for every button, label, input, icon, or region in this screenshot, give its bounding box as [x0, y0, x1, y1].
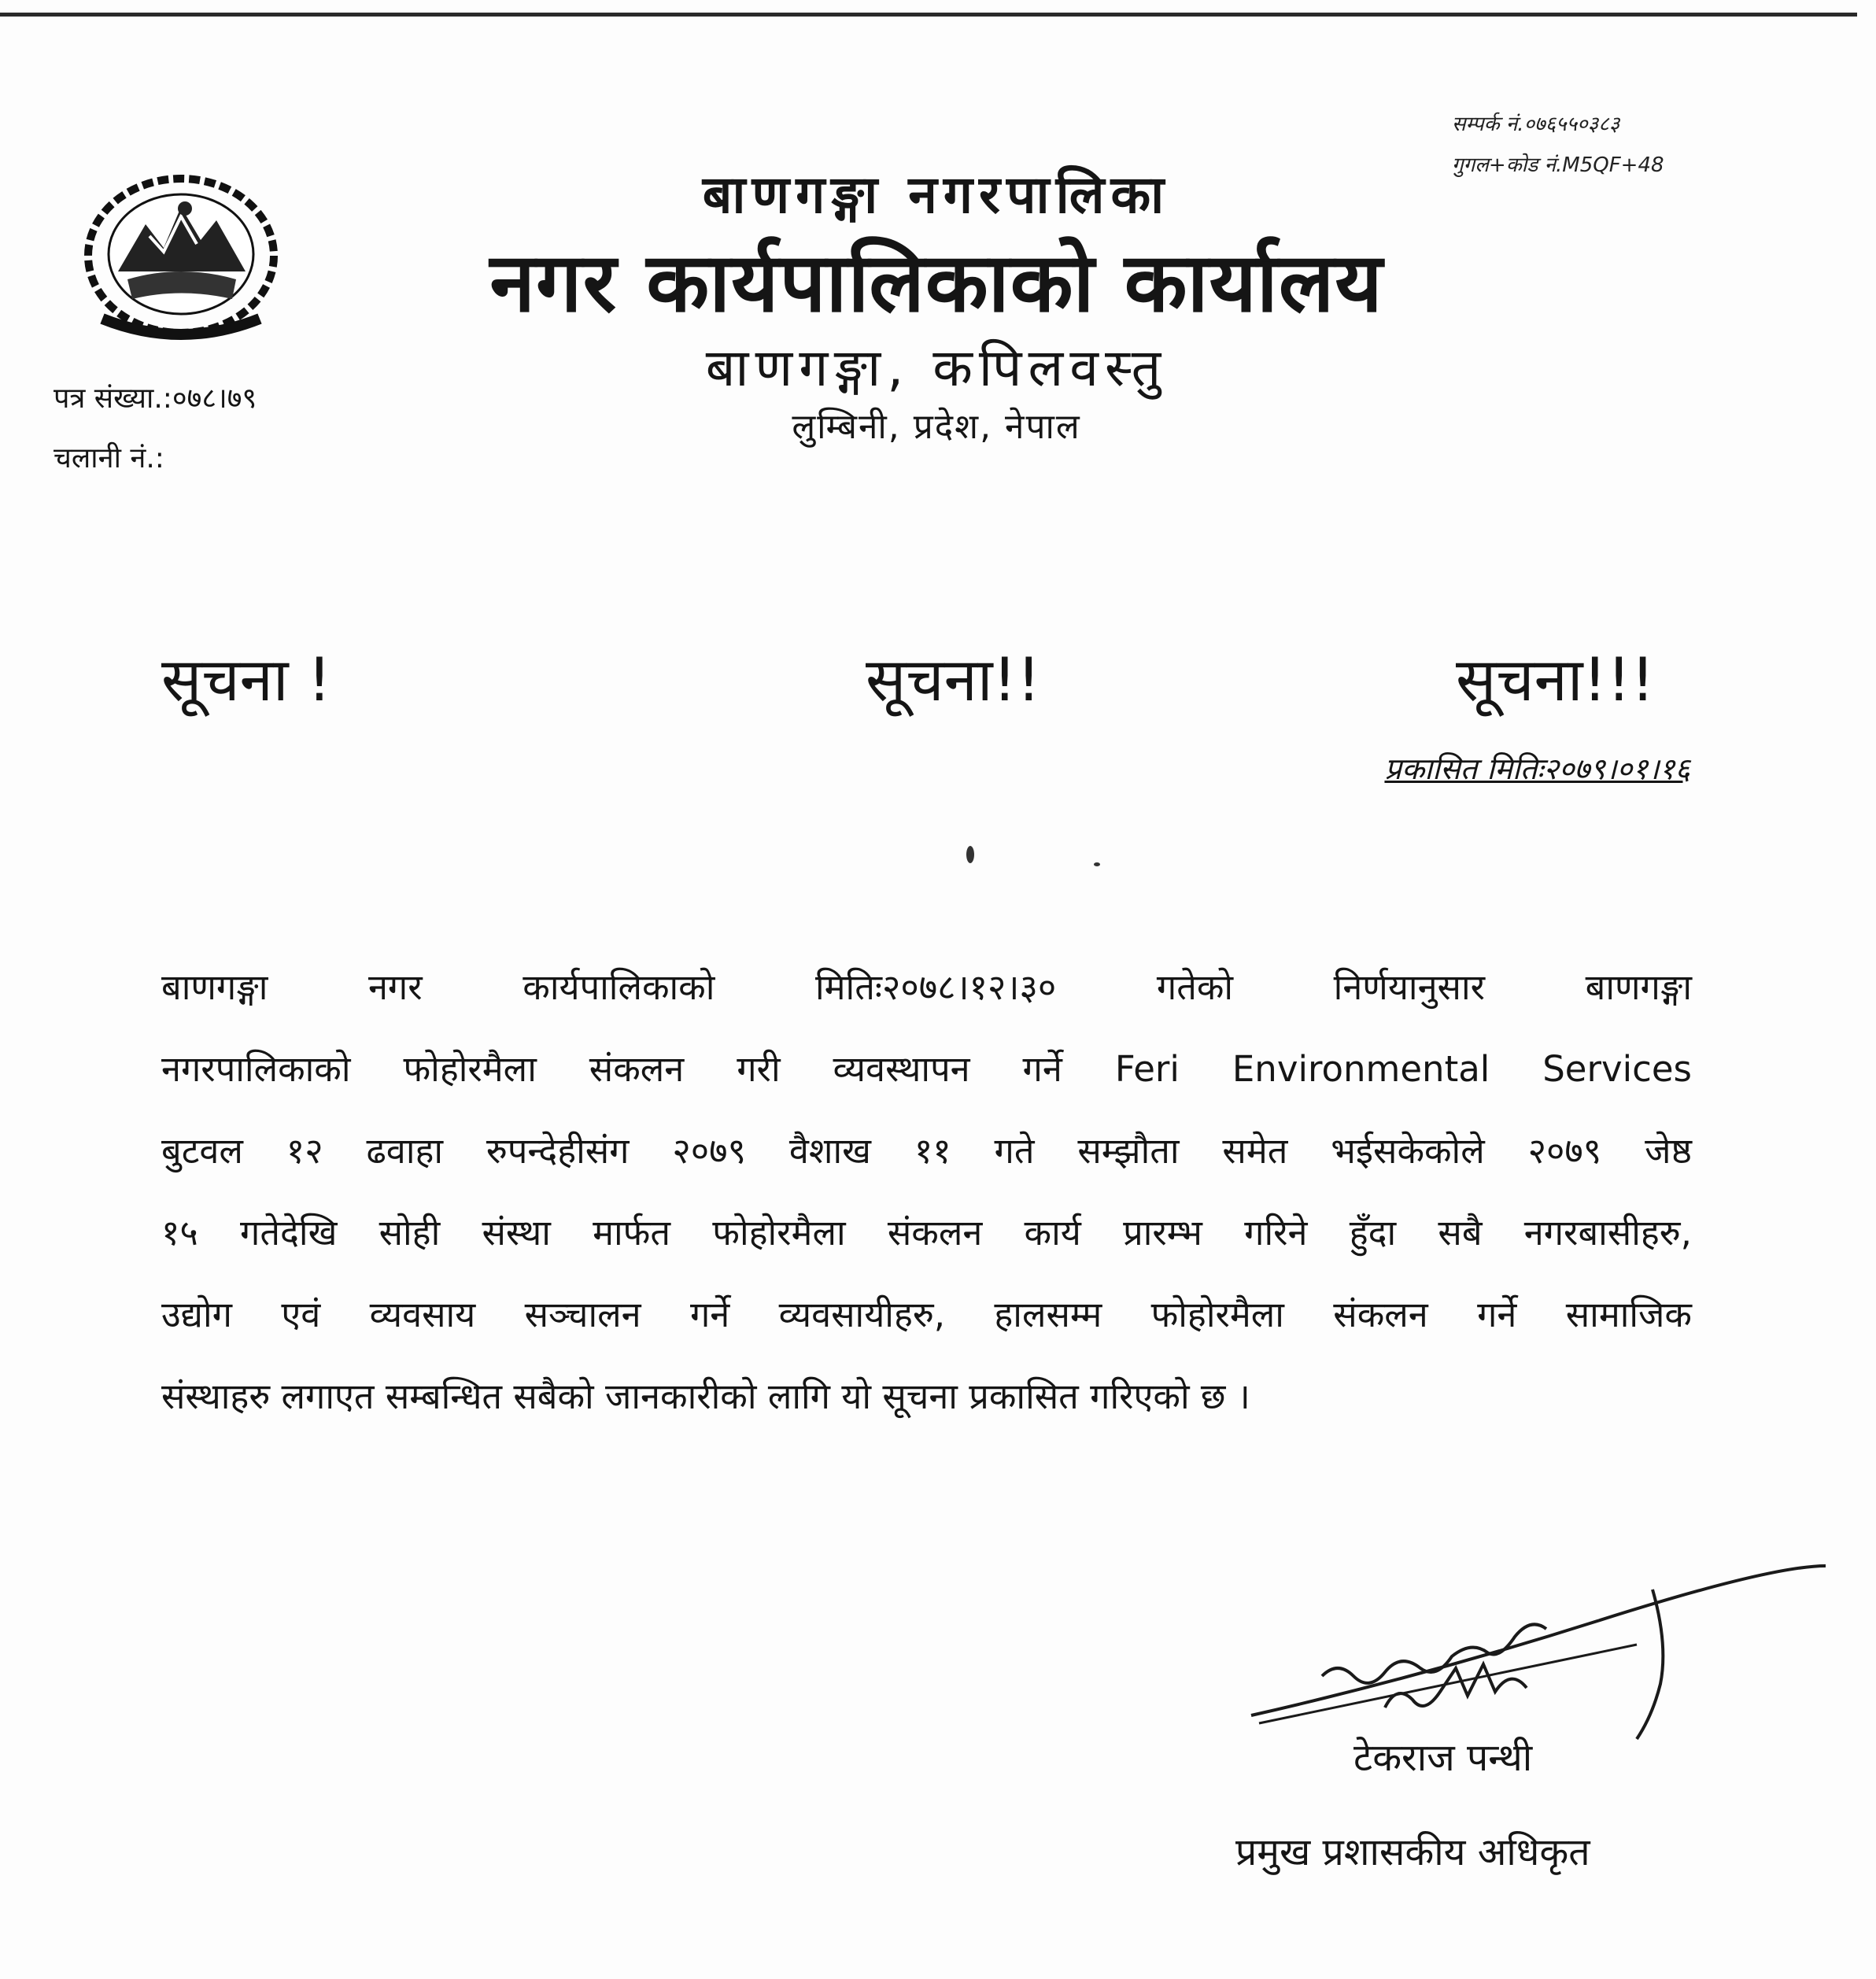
notice-heading-3: सूचना!!! [1456, 644, 1655, 714]
notice-heading-2: सूचना!! [866, 644, 1041, 714]
top-border-line [0, 13, 1857, 17]
handwritten-signature [1228, 1558, 1849, 1763]
contact-phone: सम्पर्क नं.०७६५५०३८३ [1452, 113, 1620, 136]
contact-plus-code: गुगल+कोड नं.M5QF+48 [1452, 153, 1664, 177]
body-line-4: १५ गतेदेखि सोही संस्था मार्फत फोहोरमैला संकलन कार्य प्रारम्भ गरिने हुँदा सबै नगरबासीहरु, [161, 1212, 1692, 1253]
body-line-3: बुटवल १२ ढवाहा रुपन्देहीसंग २०७९ वैशाख ११ गते सम्झौता समेत भईसकेकोले २०७९ जेष्ठ [161, 1130, 1692, 1172]
dispatch-number: चलानी नं.: [54, 442, 164, 474]
signatory-designation: प्रमुख प्रशासकीय अधिकृत [1235, 1830, 1590, 1874]
body-line-6: संस्थाहरु लगाएत सम्बन्धित सबैको जानकारीको लागि यो सूचना प्रकासित गरिएको छ । [161, 1375, 1250, 1417]
published-date: प्रकासित मितिः२०७९।०१।१६ [1384, 751, 1690, 786]
notice-body [161, 964, 1692, 1455]
ink-speck [1094, 862, 1100, 866]
office-name: नगर कार्यपालिकाको कार्यालय [489, 234, 1383, 330]
municipality-name: बाणगङ्गा नगरपालिका [702, 164, 1171, 225]
notice-heading-1: सूचना ! [161, 644, 332, 714]
province-country: लुम्बिनी, प्रदेश, नेपाल [792, 407, 1081, 447]
body-line-2: नगरपालिकाको फोहोरमैला संकलन गरी व्यवस्थापन गर्ने Feri Environmental Services [161, 1048, 1692, 1090]
body-line-5: उद्योग एवं व्यवसाय सञ्चालन गर्ने व्यवसायीहरु, हालसम्म फोहोरमैला संकलन गर्ने सामाजिक [161, 1294, 1692, 1335]
office-location: बाणगङ्गा, कपिलवस्तु [705, 338, 1168, 398]
ink-smudge [966, 846, 974, 863]
letter-number: पत्र संख्या.:०७८।७९ [54, 382, 257, 415]
signatory-name: टेकराज पन्थी [1353, 1736, 1533, 1780]
nepal-government-emblem [71, 161, 291, 354]
body-line-1: बाणगङ्गा नगर कार्यपालिकाको मितिः२०७८।१२।३० गतेको निर्णयानुसार बाणगङ्गा [161, 966, 1692, 1008]
